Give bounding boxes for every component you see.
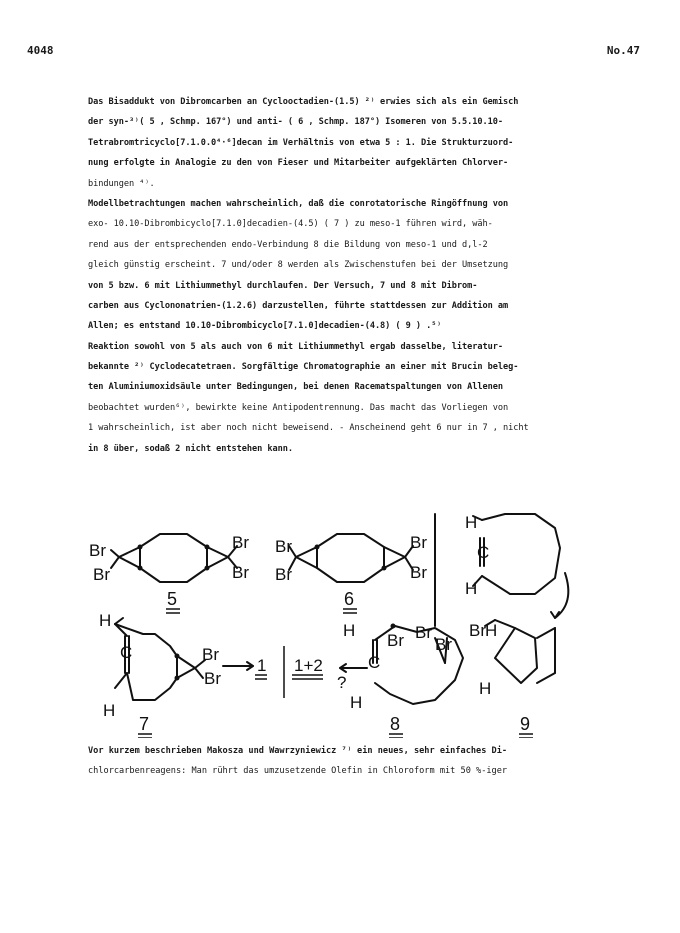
bromine-label: Br bbox=[387, 631, 404, 650]
structure-6-ring bbox=[317, 534, 384, 582]
bromine-label: Br bbox=[275, 565, 292, 584]
text-line: Das Bisaddukt von Dibromcarben an Cyclooctadien-(1.5) ²⁾ erwies sich als ein Gemisch bbox=[88, 97, 519, 107]
hydrogen-label: H bbox=[485, 621, 498, 640]
text-line: Modellbetrachtungen machen wahrscheinlich, daß die conrotatorische Ringöffnung von bbox=[88, 198, 509, 209]
bromine-label: Br bbox=[204, 669, 221, 688]
compound-label-7: 7 bbox=[139, 714, 150, 734]
bromine-label: Br bbox=[202, 645, 219, 664]
text-line: exo- 10.10-Dibrombicyclo[7.1.0]decadien-(4.5) ( 7 ) zu meso-1 führen wird, wäh- bbox=[88, 219, 493, 230]
text-line: beobachtet wurden⁶⁾, bewirkte keine Antipodentrennung. Das macht das Vorliegen von bbox=[88, 402, 509, 413]
bromine-label: Br bbox=[89, 541, 106, 560]
bromine-label: Br bbox=[415, 623, 432, 642]
hydrogen-label: H bbox=[343, 621, 356, 640]
text-line: carben aus Cyclononatrien-(1.2.6) darzustellen, führte stattdessen zur Addition am bbox=[88, 300, 509, 311]
hydrogen-label: H bbox=[479, 679, 492, 698]
carbon-label: C bbox=[120, 643, 133, 662]
journal-number: No.47 bbox=[606, 44, 640, 57]
text-line: nung erfolgte in Analogie zu den von Fieser und Mitarbeiter aufgeklärten Chlorver- bbox=[88, 158, 509, 169]
text-line: Allen; es entstand 10.10-Dibrombicyclo[7.1.0]decadien-(4.8) ( 9 ) .⁵⁾ bbox=[88, 321, 442, 332]
reaction-scheme bbox=[85, 508, 610, 738]
bromine-label: Br bbox=[435, 635, 452, 654]
text-line: Tetrabromtricyclo[7.1.0.0⁴·⁶]decan im Verhältnis von etwa 5 : 1. Die Strukturzuord- bbox=[88, 137, 514, 148]
carbon-label: C bbox=[368, 653, 381, 672]
text-line: der syn-³⁾( 5 , Schmp. 167°) und anti- ( 6 , Schmp. 187°) Isomeren von 5.5.10.10- bbox=[88, 117, 504, 128]
hydrogen-label: H bbox=[99, 611, 112, 630]
text-line: Vor kurzem beschrieben Makosza und Wawrzyniewicz ⁷⁾ ein neues, sehr einfaches Di- bbox=[88, 746, 508, 756]
text-line: chlorcarbenreagens: Man rührt das umzusetzende Olefin in Chloroform mit 50 %-iger bbox=[88, 766, 508, 777]
text-line: von 5 bzw. 6 mit Lithiummethyl durchlaufen. Der Versuch, 7 und 8 mit Dibrom- bbox=[88, 280, 478, 291]
bromine-label: Br bbox=[93, 565, 110, 584]
text-line: Reaktion sowohl von 5 als auch von 6 mit Lithiummethyl ergab dasselbe, literatur- bbox=[88, 341, 504, 352]
bromine-label: Br bbox=[410, 563, 427, 582]
text-line: 1 wahrscheinlich, ist aber noch nicht beweisend. - Anscheinend geht 6 nur in 7 , nicht bbox=[88, 423, 529, 434]
bromine-label: Br bbox=[410, 533, 427, 552]
body-text bbox=[88, 92, 608, 459]
text-line: in 8 über, sodaß 2 nicht entstehen kann. bbox=[88, 443, 293, 454]
product-mixture-label: 1+2 bbox=[294, 656, 323, 675]
compound-label-6: 6 bbox=[344, 589, 355, 609]
bromine-label: Br bbox=[232, 533, 249, 552]
carbon-label: C bbox=[477, 543, 490, 562]
text-line: ten Aluminiumoxidsäule unter Bedingungen, bei denen Racematspaltungen von Allenen bbox=[88, 382, 504, 393]
hydrogen-label: H bbox=[103, 701, 116, 720]
text-line: gleich günstig erscheint. 7 und/oder 8 werden als Zwischenstufen bei der Umsetzung bbox=[88, 260, 509, 271]
product-label: 1 bbox=[257, 656, 267, 675]
text-line: bindungen ⁴⁾. bbox=[88, 178, 155, 189]
bromine-label: Br bbox=[469, 621, 486, 640]
bromine-label: Br bbox=[275, 537, 292, 556]
compound-label-9: 9 bbox=[520, 714, 531, 734]
compound-label-5: 5 bbox=[167, 589, 178, 609]
structure-5-ring bbox=[140, 534, 207, 582]
bromine-label: Br bbox=[232, 563, 249, 582]
compound-label-8: 8 bbox=[390, 714, 401, 734]
question-mark: ? bbox=[337, 673, 347, 692]
hydrogen-label: H bbox=[465, 513, 478, 532]
text-line: bekannte ²⁾ Cyclodecatetraen. Sorgfältige Chromatographie an einer mit Brucin beleg- bbox=[88, 362, 519, 373]
text-line: rend aus der entsprechenden endo-Verbindung 8 die Bildung von meso-1 und d,l-2 bbox=[88, 239, 488, 250]
footer-text bbox=[88, 741, 608, 782]
hydrogen-label: H bbox=[350, 693, 363, 712]
structure-9-ring bbox=[482, 514, 560, 594]
page-number: 4048 bbox=[27, 44, 54, 57]
hydrogen-label: H bbox=[465, 579, 478, 598]
